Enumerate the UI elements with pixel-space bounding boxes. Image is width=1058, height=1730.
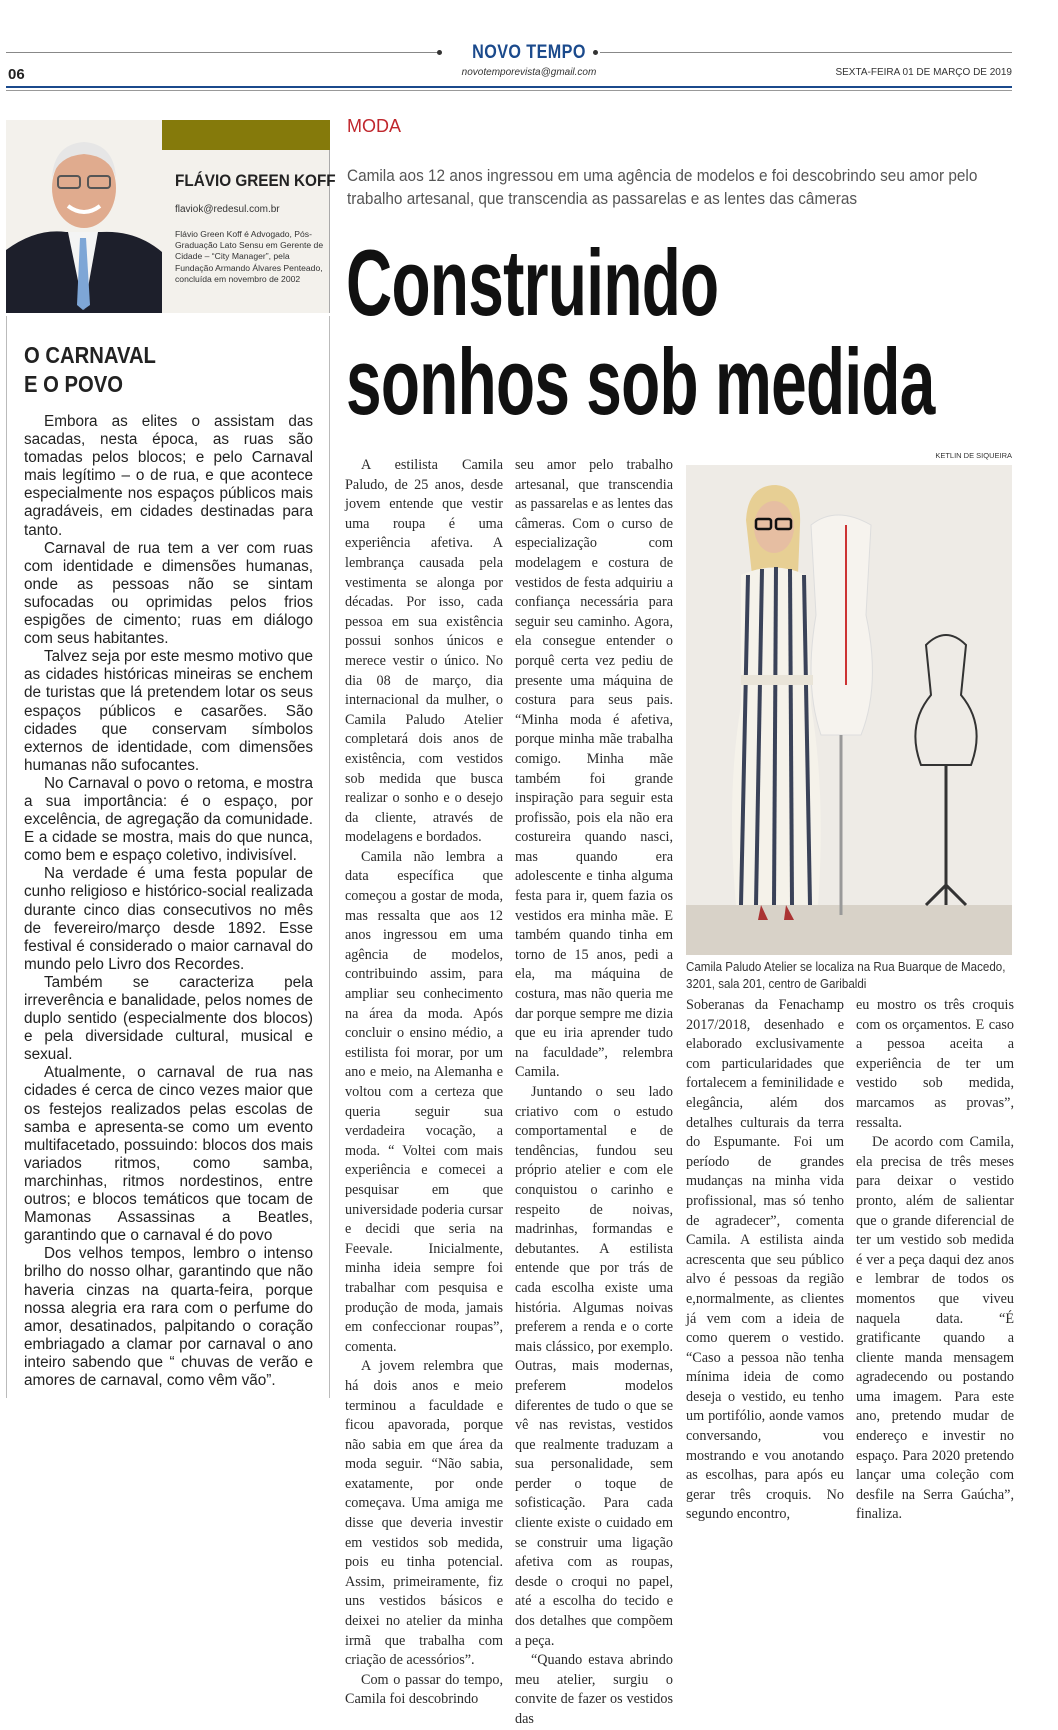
- article-paragraph: “Quando estava abrindo meu atelier, surgiu o convite de fazer os vestidos das: [515, 1652, 673, 1727]
- opinion-title-line1: O CARNAVAL: [24, 342, 156, 368]
- opinion-title: [24, 341, 156, 399]
- article-paragraph: A estilista Camila Paludo, de 25 anos, desde jovem entende que vestir uma roupa é uma experiência afetiva. A lembrança causada pela vestimenta se alonga por décadas. Por isso, cada pessoa em sua existência possui sonhos únicos e merece vestir o único. No dia 08 de março, dia internacional da mulher, o Camila Paludo Atelier completará dois anos de existência, com vestidos sob medida que busca realizar o sonho e o desejo da cliente, através de modelagens e bordados.: [345, 457, 503, 846]
- photo-credit: KETLIN DE SIQUEIRA: [935, 451, 1012, 460]
- headline-line1: Construindo: [346, 230, 719, 335]
- article-column-2: [515, 456, 673, 1730]
- article-paragraph: Com o passar do tempo, Camila foi descobrindo: [345, 1671, 503, 1708]
- article-paragraph: Soberanas da Fenachamp 2017/2018, desenhado e elaborado exclusivamente com particularidades que fortalecem a feminilidade e elegância, além dos detalhes culturais da terra do Espumante. Foi um período de grandes mudanças na minha vida profissional, mas só tenho de agradecer”, comenta Camila. A estilista ainda acrescenta que seu público alvo é pessoas da região e,normalmente, as clientes já vem com a ideia de como querem o vestido. “Caso a pessoa não tenha mínima ideia de como deseja o vestido, eu tenho um portifólio, aonde vamos conversando, vou mostrando e vou anotando as escolhas, para após eu gerar três croquis. No segundo encontro,: [686, 997, 844, 1523]
- article-column-3: [686, 996, 844, 1525]
- header-rule-thin: [6, 90, 1012, 91]
- opinion-paragraph: Também se caracteriza pela irreverência e banalidade, pelos nomes de duplo sentido (especialmente dos blocos) e pela diversidade cultural, musical e sexual.: [24, 973, 313, 1064]
- opinion-paragraph: Carnaval de rua tem a ver com ruas com identidade e dimensões humanas, onde as pessoas não se sintam sufocadas ou oprimidas pelos frios espigões de cimento; ruas em diálogo com seus habitantes.: [24, 539, 313, 648]
- article-paragraph: seu amor pelo trabalho artesanal, que transcendia as passarelas e as lentes das câmeras. Com o curso de especialização com modelagem e costura de vestidos de festa adquiriu a confiança necessária para seguir seu caminho. Agora, ela consegue entender o porquê certa vez pediu de presente uma máquina de costura para seus pais. “Minha moda é afetiva, porque minha mãe trabalha comigo. Minha mãe também foi grande inspiração para seguir esta profissão, pois ela não era costureira quando nasci, mas quando era adolescente e tinha alguma festa para ir, quem fazia os vestidos era minha mãe. E também quando tinha em torno de 15 anos, pedi a ela, ma máquina de costura, mas não queria me dar porque sempre me dizia que eu iria aprender tudo na faculdade”, relembra Camila.: [515, 457, 673, 1081]
- article-paragraph: A jovem relembra que há dois anos e meio terminou a faculdade e ficou apavorada, porque não sabia em que área da moda seguir. “Não sabia, exatamente, por onde começava. Uma amiga me disse que deveria investir em vestidos sob medida, pois eu tinha potencial. Assim, primeiramente, fiz uns vestidos básicos e deixei no atelier da minha irmã que trabalha com criação de acessórios”.: [345, 1358, 503, 1669]
- article-photo: [686, 465, 1012, 955]
- article-paragraph: Juntando o seu lado criativo com o estudo comportamental e de tendências, fundou seu próprio atelier e com ele conquistou o carinho e respeito de noivas, madrinhas, formandas e debutantes. A estilista entende que por trás de cada escolha existe uma história. Algumas noivas preferem a renda e o corte mais clássico, por exemplo. Outras, mais modernas, preferem modelos diferentes de tudo o que se vê nas revistas, vestidos que realmente traduzam a sua personalidade, sem perder o toque de sofisticação. Para cada cliente existe o cuidado em se construir uma ligação afetiva com as roupas, desde o croqui no papel, até a escolha do tecido e dos detalhes que compõem a peça.: [515, 1084, 673, 1649]
- opinion-paragraph: Na verdade é uma festa popular de cunho religioso e histórico-social realizada durante cinco dias consecutivos no mês de fevereiro/março desde 1892. Esse festival é considerado o maior carnaval do mundo pelo Livro dos Recordes.: [24, 865, 313, 973]
- author-name: FLÁVIO GREEN KOFF: [175, 171, 336, 190]
- issue-date: SEXTA-FEIRA 01 DE MARÇO DE 2019: [835, 67, 1012, 78]
- opinion-paragraph: Embora as elites o assistam das sacadas, nesta época, as ruas são tomadas pelos blocos; e pelo Carnaval mais legítimo – o de rua, e que acontece especialmente nos espaços públicos mais agradáveis, em cidades destinadas para tanto.: [24, 413, 313, 539]
- header-rule: [6, 86, 1012, 88]
- photo-caption: Camila Paludo Atelier se localiza na Rua Buarque de Macedo, 3201, sala 201, centro de Garibaldi: [686, 960, 1006, 991]
- author-bio: Flávio Green Koff é Advogado, Pós-Graduação Lato Sensu em Gerente de Cidade – “City Manager”, pela Fundação Armando Álvares Penteado, concluída em novembro de 2002: [175, 229, 324, 284]
- contact-email: novotemporevista@gmail.com: [461, 67, 597, 78]
- page-number: 06: [8, 66, 25, 83]
- opinion-paragraph: Atualmente, o carnaval de rua nas cidades é cerca de cinco vezes maior que os festejos realizados pelas escolas de samba e apresenta-se como um evento multifacetado, possuindo: blocos dos mais variados ritmos, como samba, marchinhas, ritmos nordestinos, entre outros; e blocos temáticos que tocam de Mamonas Assassinas a Beatles, garantindo que o carnaval é do povo: [24, 1064, 313, 1245]
- article-deck: Camila aos 12 anos ingressou em uma agência de modelos e foi descobrindo seu amor pelo trabalho artesanal, que transcendia as passarelas e as lentes das câmeras: [347, 167, 978, 208]
- section-label: MODA: [347, 116, 401, 136]
- opinion-title-line2: E O POVO: [24, 371, 123, 397]
- opinion-paragraph: Dos velhos tempos, lembro o intenso brilho do nosso olhar, garantindo que não haveria cinzas na quarta-feira, porque nossa alegria era rara com o perfume do amor, desatinados, palpitando o coração embriagado a clamar por carnaval o ano inteiro sabendo que “ chuvas de verão e amores de carnaval, como vêm vão”.: [24, 1245, 313, 1389]
- article-column-4: [856, 996, 1014, 1525]
- opinion-paragraph: No Carnaval o povo o retoma, e mostra a sua importância: é o espaço, por excelência, de agregação da comunidade. E a cidade se mostra, mais do que nunca, como bem e espaço coletivo, indivisível.: [24, 774, 313, 865]
- article-paragraph: De acordo com Camila, ela precisa de três meses para deixar o vestido pronto, além de salientar que o grande diferencial de ter um vestido sob medida é ver a peça daqui dez anos e lembrar de todos os momentos que viveu naquela data. “É gratificante quando a cliente manda mensagem agradecendo ou postando uma imagem. Para este ano, pretendo mudar de endereço e investir no espaço. Para 2020 pretendo lançar uma coleção com desfile na Serra Gaúcha”, finaliza.: [856, 1134, 1014, 1523]
- opinion-body: [24, 413, 313, 1390]
- article-column-1: [345, 456, 503, 1710]
- masthead-title: NOVO TEMPO: [472, 42, 586, 63]
- article-paragraph: eu mostro os três croquis com os orçamentos. E caso a pessoa aceita a experiência de ter um vestido sob medida, marcamos as provas”, ressalta.: [856, 997, 1014, 1131]
- author-email: flaviok@redesul.com.br: [175, 204, 280, 215]
- opinion-paragraph: Talvez seja por este mesmo motivo que as cidades históricas mineiras se enchem de turistas que lá pretendem lotar os seus espaços públicos e casarões. São cidades que conservam símbolos externos de identidade, com dimensões humanas não sufocantes.: [24, 648, 313, 774]
- author-photo: [6, 120, 162, 313]
- article-paragraph: Camila não lembra a data específica que começou a gostar de moda, mas ressalta que aos 12 anos ingressou em uma agência de modelos, contribuindo assim, para ampliar seu conhecimento na área da moda. Após concluir o ensino médio, a estilista foi morar, por um ano e meio, na Alemanha e voltou com a certeza que queria seguir sua verdadeira vocação, a moda. “ Voltei com mais experiência e comecei a pesquisar em que universidade poderia cursar e decidi que seria na Feevale. Inicialmente, minha ideia sempre foi trabalhar com pesquisa e produção de moda, jamais em confeccionar roupas”, comenta.: [345, 848, 503, 1355]
- headline-line2: sonhos sob medida: [346, 329, 935, 434]
